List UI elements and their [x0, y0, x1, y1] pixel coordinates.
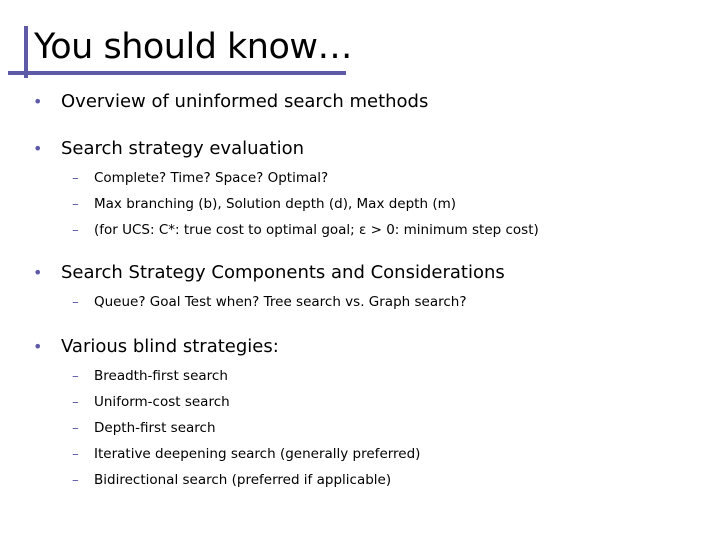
sub-item	[72, 418, 216, 438]
sub-item-dash: –	[72, 472, 79, 488]
sub-item	[72, 392, 230, 412]
sub-item-text: Breadth-first search	[94, 368, 228, 384]
bullet-item	[33, 335, 279, 359]
sub-item-text: Max branching (b), Solution depth (d), Max depth (m)	[94, 196, 457, 212]
bullet-text: Overview of uninformed search methods	[61, 91, 429, 112]
bullet-marker: •	[33, 139, 43, 158]
slide-title: You should know…	[34, 27, 353, 67]
sub-item	[72, 292, 467, 312]
bullet-marker: •	[33, 92, 43, 111]
sub-item	[72, 444, 420, 464]
sub-item	[72, 470, 391, 490]
sub-item	[72, 220, 539, 240]
sub-item-text: Bidirectional search (preferred if applicable)	[94, 472, 392, 488]
sub-item	[72, 366, 228, 386]
sub-item-text: Queue? Goal Test when? Tree search vs. Graph search?	[94, 294, 467, 310]
sub-item-text: (for UCS: C*: true cost to optimal goal; ε > 0: minimum step cost)	[94, 222, 539, 238]
sub-item-text: Uniform-cost search	[94, 394, 230, 410]
bullet-text: Search Strategy Components and Considerations	[61, 262, 505, 283]
sub-item-dash: –	[72, 394, 79, 410]
sub-item-dash: –	[72, 222, 79, 238]
sub-item-dash: –	[72, 294, 79, 310]
sub-item-dash: –	[72, 170, 79, 186]
bullet-item	[33, 90, 428, 114]
sub-item-dash: –	[72, 446, 79, 462]
bullet-text: Various blind strategies:	[61, 336, 279, 357]
sub-item-dash: –	[72, 196, 79, 212]
sub-item	[72, 194, 456, 214]
bullet-item	[33, 137, 304, 161]
sub-item-text: Depth-first search	[94, 420, 216, 436]
sub-item-text: Complete? Time? Space? Optimal?	[94, 170, 329, 186]
sub-item	[72, 168, 328, 188]
sub-item-dash: –	[72, 420, 79, 436]
sub-item-dash: –	[72, 368, 79, 384]
sub-item-text: Iterative deepening search (generally preferred)	[94, 446, 421, 462]
bullet-item	[33, 261, 505, 285]
bullet-marker: •	[33, 263, 43, 282]
bullet-text: Search strategy evaluation	[61, 138, 305, 159]
bullet-marker: •	[33, 337, 43, 356]
